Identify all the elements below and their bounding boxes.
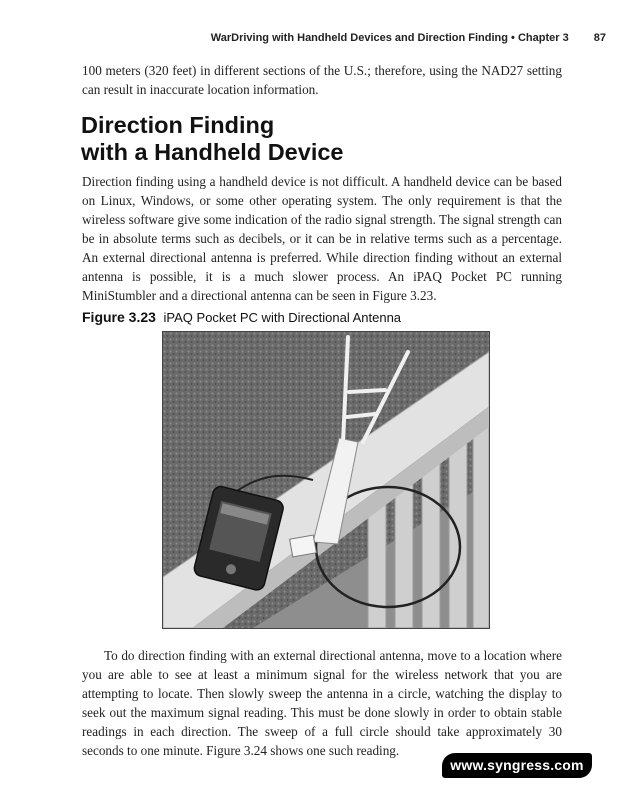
- closing-paragraph: To do direction finding with an external directional antenna, move to a location where you are able to see at least a minimum signal for the wireless network that you are attempting to locate. Then slowly sweep the antenna in a circle, watching the display to seek out the maximum signal reading. This must be done slowly in order to obtain stable readings in each direction. The sweep of a full circle should take approximately 30 seconds to one minute. Figure 3.24 shows one such reading.: [82, 648, 562, 758]
- figure-photo: [162, 331, 490, 629]
- intro-paragraph: 100 meters (320 feet) in different sections of the U.S.; therefore, using the NAD27 setting can result in inaccurate location information.: [82, 63, 562, 97]
- main-paragraph: Direction finding using a handheld device is not difficult. A handheld device can be based on Linux, Windows, or some other operating system. The only requirement is that the wireless software give some indication of the radio signal strength. The signal strength can be in absolute terms such as decibels, or it can be in relative terms such as a percentage. An external directional antenna is preferred. While direction finding without an external antenna is possible, it is a much slower process. An iPAQ Pocket PC running MiniStumbler and a directional antenna can be seen in Figure 3.23.: [82, 174, 562, 303]
- antenna-photo-illustration: [163, 332, 489, 628]
- figure-caption-text: iPAQ Pocket PC with Directional Antenna: [163, 310, 402, 325]
- running-header: [0, 32, 606, 44]
- section-title-line-2: with a Handheld Device: [81, 139, 344, 165]
- figure-caption: [82, 309, 401, 325]
- page-number: 87: [593, 32, 606, 44]
- figure-number: Figure 3.23: [82, 309, 156, 325]
- section-title: [81, 112, 343, 166]
- publisher-url-badge[interactable]: www.syngress.com: [442, 753, 592, 778]
- section-title-line-1: Direction Finding: [81, 112, 275, 138]
- running-title: WarDriving with Handheld Devices and Direction Finding • Chapter 3: [210, 32, 569, 44]
